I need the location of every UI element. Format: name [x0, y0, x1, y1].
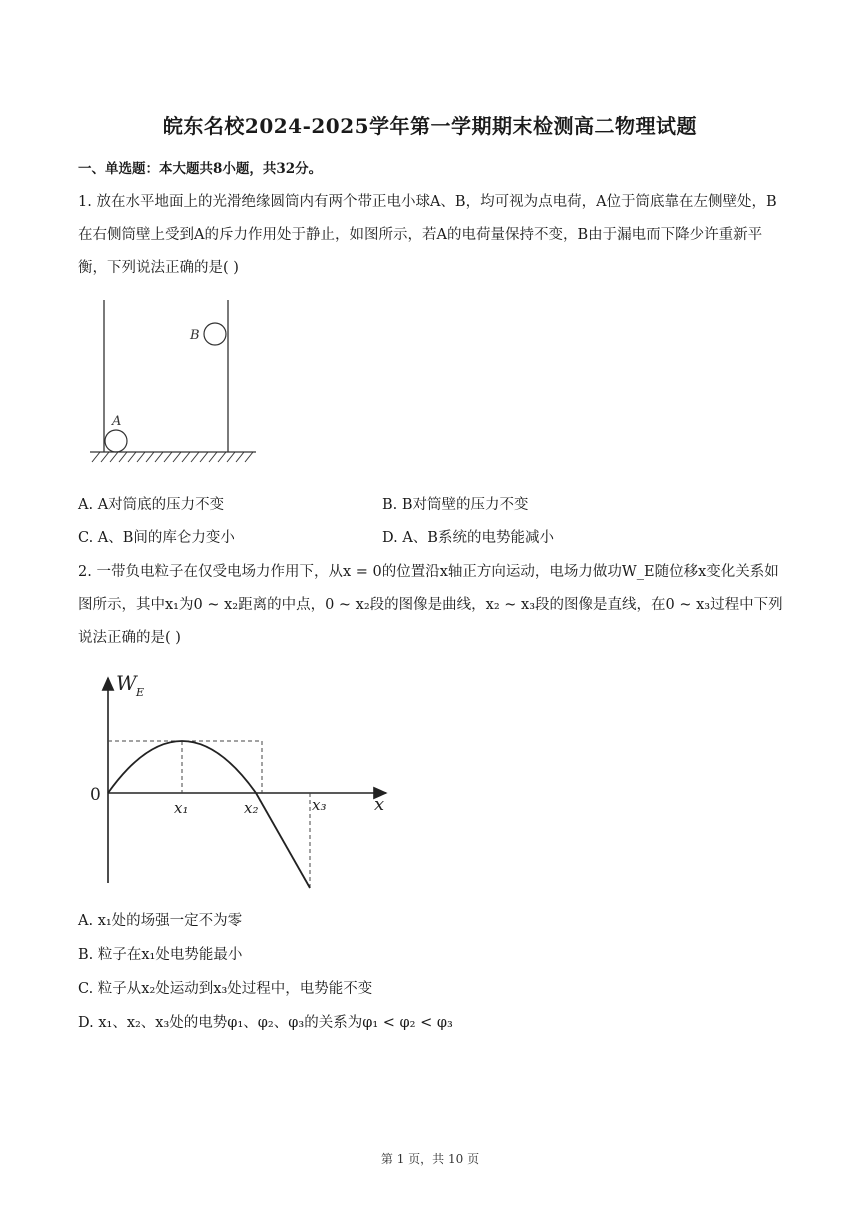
q2-work-displacement-graph [86, 668, 396, 890]
label-a: A [112, 414, 122, 429]
y-axis-label: W [116, 671, 137, 695]
q2-option-d: D. x₁、x₂、x₃处的电势φ₁、φ₂、φ₃的关系为φ₁ < φ₂ < φ₃ [78, 1015, 453, 1031]
q1-option-b: B. B对筒壁的压力不变 [382, 497, 529, 513]
q1-stem: 1. 放在水平地面上的光滑绝缘圆筒内有两个带正电小球A、B，均可视为点电荷，A位于筒底靠在左侧壁处，B在右侧筒壁上受到A的斥力作用处于静止，如图所示，若A的电荷量保持不变，B由于漏电而下降少许重新平衡，下列说法正确的是( ) [78, 194, 777, 276]
q1-option-a: A. A对筒底的压力不变 [78, 497, 225, 513]
q1-cylinder-figure [86, 300, 266, 465]
x2-label: x₂ [244, 799, 259, 817]
page-title: 皖东名校2024-2025学年第一学期期末检测高二物理试题 [162, 114, 698, 138]
q1-option-d: D. A、B系统的电势能减小 [382, 530, 554, 546]
section-header: 一、单选题：本大题共8小题，共32分。 [78, 161, 323, 177]
q2-option-b: B. 粒子在x₁处电势能最小 [78, 947, 243, 963]
work-line [256, 793, 310, 888]
q2-option-c: C. 粒子从x₂处运动到x₃处过程中，电势能不变 [78, 981, 373, 997]
x1-label: x₁ [174, 799, 189, 817]
x3-label: x₃ [312, 796, 327, 814]
ball-b [204, 323, 226, 345]
ball-a [105, 430, 127, 452]
q1-option-c: C. A、B间的库仑力变小 [78, 530, 235, 546]
page-footer: 第 1 页，共 10 页 [380, 1152, 480, 1166]
y-axis-label-sub: E [136, 686, 145, 699]
q2-option-a: A. x₁处的场强一定不为零 [78, 913, 243, 929]
origin-label: 0 [90, 785, 101, 805]
x-axis-label: x [374, 794, 385, 815]
q2-stem: 2. 一带负电粒子在仅受电场力作用下，从x = 0的位置沿x轴正方向运动，电场力做功W_E随位移x变化关系如图所示，其中x₁为0 ~ x₂距离的中点，0 ~ x₂段的图像是曲线，x₂ ~ x₃段的图像是直线，在0 ~ x₃过程中下列说法正确的是( ) [78, 564, 783, 646]
label-b: B [190, 328, 200, 343]
